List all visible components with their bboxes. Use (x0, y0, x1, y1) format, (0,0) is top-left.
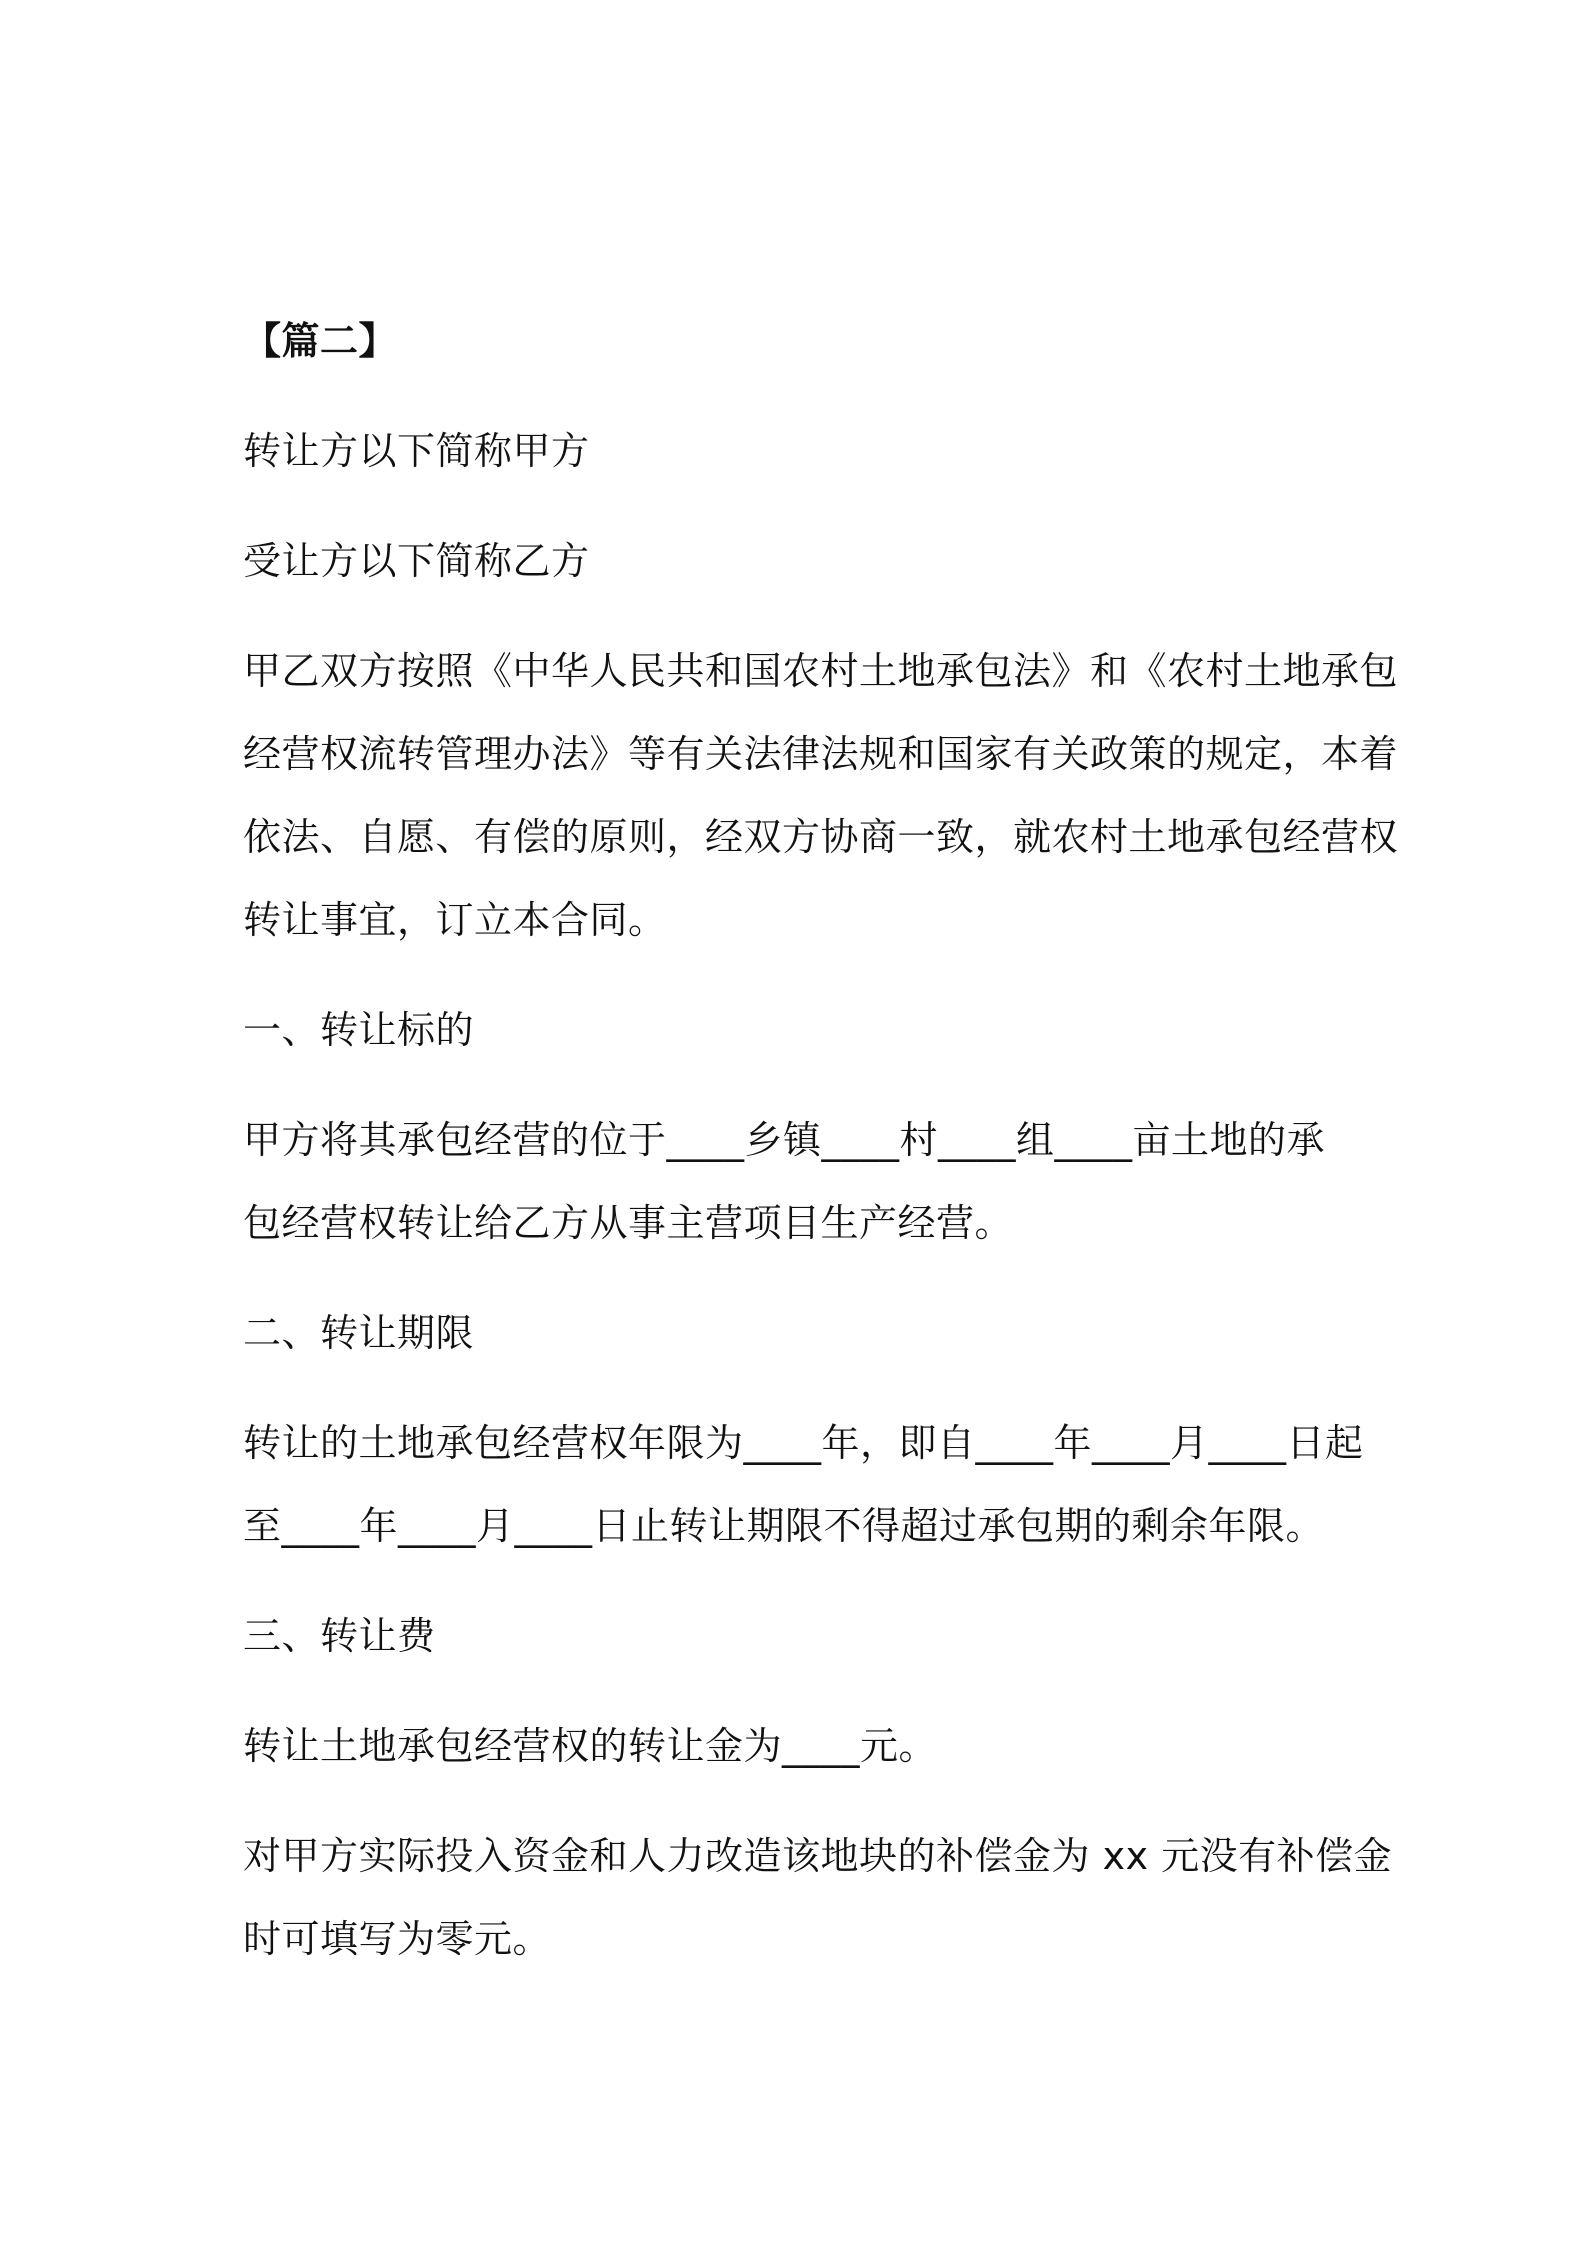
preamble-paragraph (243, 630, 1399, 962)
section-2-line: 至____年____月____日止转让期限不得超过承包期的剩余年限。 (243, 1504, 1325, 1548)
section-1-paragraph (243, 1099, 1363, 1265)
preamble-line: 经营权流转管理办法》等有关法律法规和国家有关政策的规定，本着 (243, 732, 1399, 776)
preamble-line: 转让事宜，订立本合同。 (243, 898, 667, 942)
document-title: 【篇二】 (243, 319, 398, 363)
document-body (243, 300, 1399, 1981)
transferor-line: 转让方以下简称甲方 (243, 429, 590, 473)
section-3-fee-line: 转让土地承包经营权的转让金为____元。 (243, 1724, 938, 1768)
section-1-line: 包经营权转让给乙方从事主营项目生产经营。 (243, 1201, 1014, 1245)
preamble-line: 依法、自愿、有偿的原则，经双方协商一致，就农村土地承包经营权 (243, 815, 1399, 859)
section-3-compensation-paragraph (243, 1815, 1393, 1981)
section-2-paragraph (243, 1402, 1363, 1568)
section-1-heading: 一、转让标的 (243, 1008, 475, 1052)
section-2-line: 转让的土地承包经营权年限为____年，即自____年____月____日起 (243, 1421, 1364, 1465)
section-1-line: 甲方将其承包经营的位于____乡镇____村____组____亩土地的承 (243, 1118, 1326, 1162)
section-2-heading: 二、转让期限 (243, 1311, 475, 1355)
transferee-line: 受让方以下简称乙方 (243, 539, 590, 583)
preamble-line: 甲乙双方按照《中华人民共和国农村土地承包法》和《农村土地承包 (243, 649, 1399, 693)
section-3-line: 时可填写为零元。 (243, 1917, 552, 1961)
section-3-heading: 三、转让费 (243, 1614, 436, 1658)
section-3-line: 对甲方实际投入资金和人力改造该地块的补偿金为 xx 元没有补偿金 (243, 1834, 1393, 1878)
